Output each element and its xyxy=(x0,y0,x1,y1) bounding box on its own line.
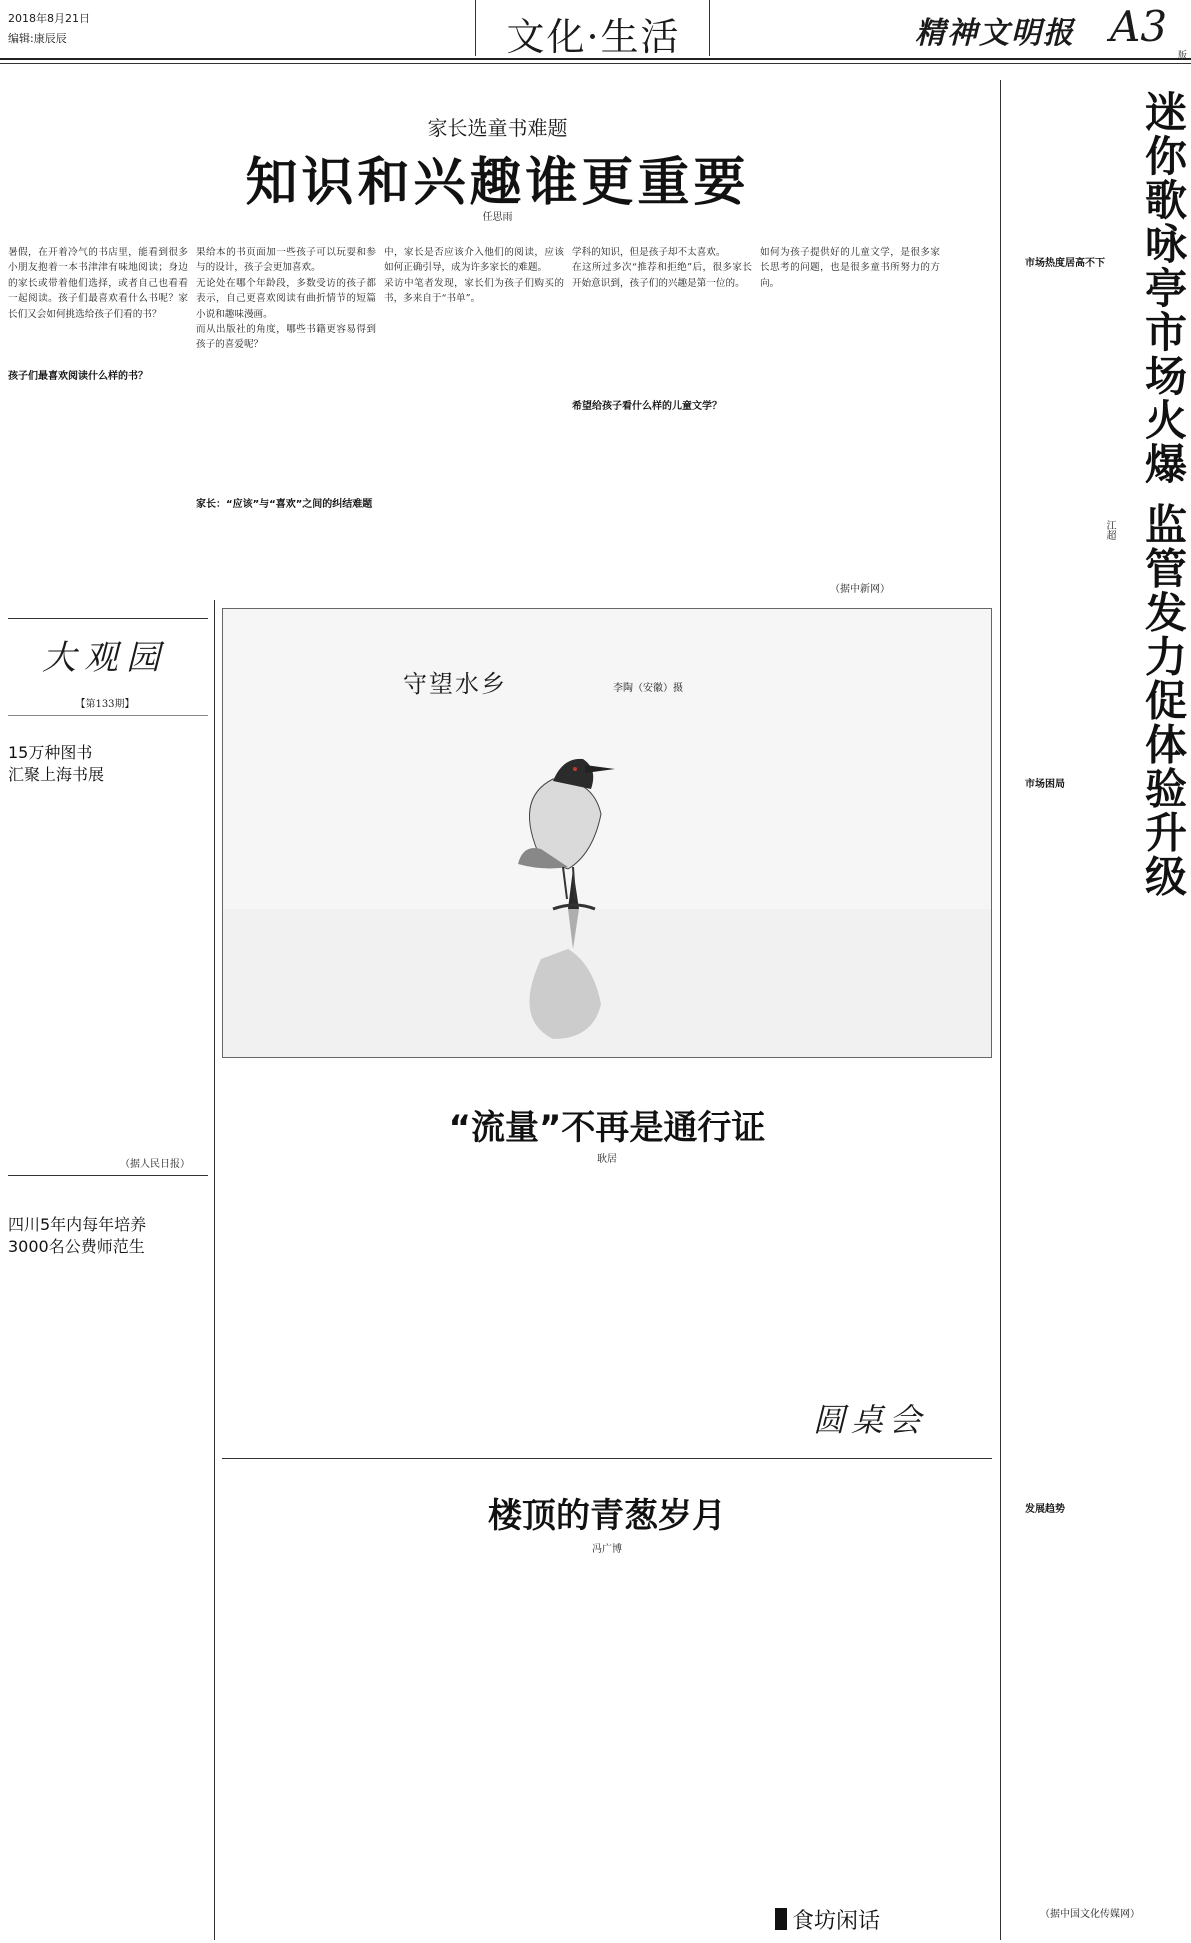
issue-rule xyxy=(8,715,208,716)
subhead-text: 家长：“应该”与“喜欢”之间的纠结难题 xyxy=(196,499,373,510)
page-number: A3 xyxy=(1110,2,1168,51)
brief1-body xyxy=(8,800,208,1160)
brief1-title-line1: 15万种图书 xyxy=(8,743,93,762)
yuanzhuohui-logo: 圆桌会 xyxy=(812,1401,927,1439)
photo-frame xyxy=(222,608,992,1058)
article1-kicker: 家长选童书难题 xyxy=(427,116,568,140)
brief1-title-line2: 汇聚上海书展 xyxy=(8,765,105,784)
article1-col-4: 学科的知识，但是孩子却不太喜欢。 在这所过多次“推荐和拒绝”后，很多家长开始意识到，孩子们的兴趣是第一位的。 xyxy=(572,247,752,289)
sidebar-title: 迷你歌咏亭市场火爆 监管发力促体验升级 xyxy=(1139,90,1188,899)
brief2-rule xyxy=(8,1175,208,1176)
issue-date: 2018年8月21日 xyxy=(8,12,90,25)
right-sidebar-divider xyxy=(1000,80,1001,1940)
masthead xyxy=(0,0,1191,80)
article1-author: 任思雨 xyxy=(482,212,513,223)
article1-title: 知识和兴趣谁更重要 xyxy=(245,153,750,213)
brief1-source: （据人民日报） xyxy=(120,1159,190,1170)
food-column-name: 食坊闲话 xyxy=(792,1909,881,1934)
article3-body xyxy=(222,1565,992,1915)
page-suffix: 版 xyxy=(1178,51,1188,61)
article2-title: “流量”不再是通行证 xyxy=(448,1108,766,1148)
article1-col-1: 暑假，在开着冷气的书店里，能看到很多小朋友抱着一本书津津有味地阅读；身边的家长或带着他们选择，或者自己也看看一起阅读。孩子们最喜欢看什么书呢？家长们又会如何挑选给孩子们看的书？ xyxy=(8,247,188,320)
masthead-rule-thin xyxy=(0,63,1191,64)
article1-subhead-3 xyxy=(572,392,752,415)
sidebar-sub-3: 发展趋势 xyxy=(1025,1504,1065,1515)
article2-author: 耿居 xyxy=(597,1154,617,1165)
sidebar-sub-1: 市场热度居高不下 xyxy=(1025,258,1105,269)
daguanyuan-logo: 大观园 xyxy=(42,638,168,678)
article1-col-5: 如何为孩子提供好的儿童文学，是很多家长思考的问题，也是很多童书所努力的方向。 xyxy=(760,247,940,289)
article1-col-2: 果给本的书页面加一些孩子可以玩耍和参与的设计，孩子会更加喜欢。 无论处在哪个年龄段，多数受访的孩子都表示，自己更喜欢阅读有曲折情节的短篇小说和趣味漫画。 而从出版社的角度，哪些书籍更容易得到孩子的喜爱呢？ xyxy=(196,247,376,351)
masthead-rule xyxy=(0,58,1191,60)
section-title: 文化·生活 xyxy=(506,15,681,59)
left-column-divider xyxy=(214,600,215,1940)
article1-subhead-2 xyxy=(196,490,376,513)
newspaper-logo: 精神文明报 xyxy=(915,16,1075,51)
article1-col-3: 中，家长是否应该介入他们的阅读，应该如何正确引导，成为许多家长的难题。 采访中笔者发现，家长们为孩子们购买的书，多来自于“书单”。 xyxy=(384,247,564,305)
sidebar-body-1 xyxy=(1006,95,1126,705)
editor-name: 编辑:康辰辰 xyxy=(8,32,67,45)
heron-photo xyxy=(223,609,992,1058)
sidebar-source: （据中国文化传媒网） xyxy=(1040,1909,1140,1920)
xinhua-credit: （据中新网） xyxy=(830,584,890,595)
photo-credit: 李陶（安徽）摄 xyxy=(613,683,683,694)
article3-rule xyxy=(222,1458,992,1459)
sidebar-author: 江超 xyxy=(1104,520,1115,540)
daguanyuan-issue: 【第133期】 xyxy=(75,699,135,710)
article1-subhead-1 xyxy=(8,362,188,385)
article2-body xyxy=(222,1170,992,1430)
subhead-text: 希望给孩子看什么样的儿童文学？ xyxy=(572,401,722,412)
left-block-rule xyxy=(8,618,208,619)
photo-title: 守望水乡 xyxy=(403,670,507,698)
subhead-text: 孩子们最喜欢阅读什么样的书？ xyxy=(8,371,148,382)
brief2-title-line2: 3000名公费师范生 xyxy=(8,1237,145,1256)
article3-title: 楼顶的青葱岁月 xyxy=(488,1496,726,1536)
food-column-marker xyxy=(775,1908,787,1930)
brief2-title-line1: 四川5年内每年培养 xyxy=(8,1215,147,1234)
article3-author: 冯广博 xyxy=(592,1544,622,1555)
sidebar-sub-2: 市场困局 xyxy=(1025,779,1065,790)
section-title-box xyxy=(475,0,710,59)
